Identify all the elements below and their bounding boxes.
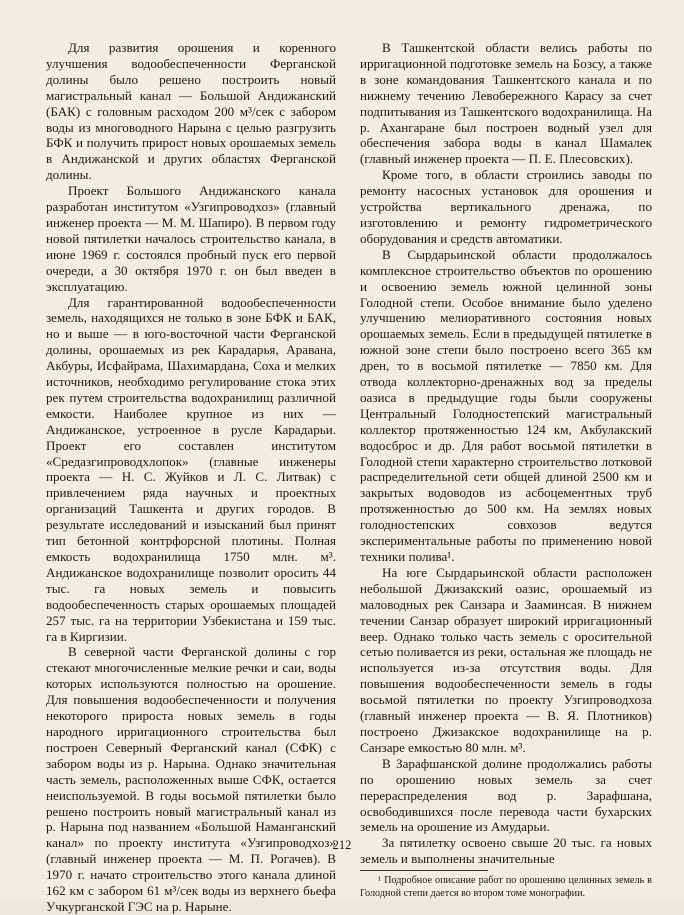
paragraph: Кроме того, в области строились заводы по ремонту насосных установок для орошения и устройства вертикального дренажа, по изготовлению и ремонту гидрометрического оборудования и средств автоматики.: [360, 167, 652, 246]
paragraph: На юге Сырдарьинской области расположен небольшой Джизакский оазис, орошаемый из маловодных рек Санзара и Зааминсая. В нижнем течении Санзар образует широкий ирригационный веер. Однако только часть земель с оросительной сетью поливается из реки, остальная же площадь не используется из-за отсутствия воды. Для повышения водообеспеченности земель в годы восьмой пятилетки по проекту Узгипроводхоза (главный инженер проекта — В. Я. Плотников) построено Джизакское водохранилище на р. Санзаре емкостью 80 млн. м³.: [360, 564, 652, 755]
paragraph: В Сырдарьинской области продолжалось комплексное строительство объектов по орошению и освоению земель южной целинной зоны Голодной степи. Особое внимание было уделено улучшению мелиоративного состояния новых орошаемых земель. Если в предыдущей пятилетке в южной зоне степи было построено всего 365 км дрен, то в восьмой пятилетке — 7850 км. Для отвода коллекторно-дренажных вод за пределы оазиса в предыдущие годы были сооружены Центральный Голодностепский магистральный коллектор протяженностью 124 км, Акбулакский водосброс и др. Для работ восьмой пятилетки в Голодной степи характерно строительство лотковой распределительной сети общей длиной 2500 км и закрытых водоводов из асбоцементных труб протяженностью до 500 км. На землях новых голодностепских совхозов ведутся экспериментальные работы по применению новой техники полива¹.: [360, 246, 652, 564]
footnote: [360, 875, 652, 900]
paragraph: Для развития орошения и коренного улучшения водообеспеченности Ферганской долины было решено построить новый магистральный канал — Большой Андижанский (БАК) с головным расходом 200 м³/сек с забором воды из многоводного Нарына с целью разгрузить БФК и получить прирост новых орошаемых земель в Андижанской и других областях Ферганской долины.: [46, 40, 336, 183]
right-column: [360, 40, 652, 900]
paragraph: За пятилетку освоено свыше 20 тыс. га новых земель и выполнены значительные: [360, 835, 652, 867]
footnote-text: ¹ Подробное описание работ по орошению целинных земель в Голодной степи дается во втором томе монографии.: [360, 875, 652, 899]
paragraph: Проект Большого Андижанского канала разработан институтом «Узгипроводхоз» (главный инженер проекта — М. М. Шапиро). В первом году новой пятилетки началось строительство канала, в июне 1969 г. состоялся пробный пуск его первой очереди, а 30 октября 1970 г. он был введен в эксплуатацию.: [46, 183, 336, 294]
footnote-divider: [360, 870, 488, 871]
left-column: [46, 40, 336, 915]
paragraph: В Зарафшанской долине продолжались работы по орошению новых земель за счет перераспределения вод р. Зарафшана, освободившихся после перевода части бухарских земель на орошение из Амударьи.: [360, 755, 652, 835]
paragraph: В северной части Ферганской долины с гор стекают многочисленные мелкие речки и саи, воды которых используются полностью на орошение. Для повышения водообеспеченности и получения некоторого прироста новых земель в годы народного ирригационного строительства был построен Северный Ферганский канал (СФК) с забором воды из р. Нарына. Однако значительная часть земель, расположенных выше СФК, остается неиспользуемой. В годы восьмой пятилетки было решено построить новый магистральный канал из р. Нарына под названием «Большой Наманганский канал» по проекту института «Узгипроводхоз» (главный инженер проекта — М. П. Рогачев). В 1970 г. начато строительство этого канала длиной 162 км с забором 61 м³/сек воды из верхнего бьефа Учкурганской ГЭС на р. Нарыне.: [46, 644, 336, 914]
paragraph: Для гарантированной водообеспеченности земель, находящихся не только в зоне БФК и БАК, но и выше — в юго-восточной части Ферганской долины, орошаемых из рек Карадарья, Аравана, Акбуры, Исфайрама, Шахимардана, Соха и мелких источников, необходимо регулирование стока этих рек путем строительства водохранилищ различной емкости. Наиболее крупное из них — Андижанское, устроенное в русле Карадарьи. Проект его составлен институтом «Средазгипроводхлопок» (главные инженеры проекта — Н. С. Жуйков и Л. С. Литвак) с привлечением ряда научных и проектных организаций Ташкента и других городов. В результате исследований и изысканий был принят тип бетонной контрфорсной плотины. Полная емкость водохранилища 1750 млн. м³. Андижанское водохранилище позволит оросить 44 тыс. га новых земель и повысить водообеспеченность старых орошаемых площадей 257 тыс. га на территории Узбекистана и 159 тыс. га в Киргизии.: [46, 294, 336, 644]
paragraph: В Ташкентской области велись работы по ирригационной подготовке земель на Бозсу, а также в зоне командования Ташкентского канала и по нижнему течению Левобережного Карасу за счет подпитывания из Ташкентского водохранилища. На р. Ахангаране был построен водный узел для обеспечения забора воды в канал Шамалек (главный инженер проекта — П. Е. Плесовских).: [360, 40, 652, 167]
page-number: 212: [332, 838, 352, 852]
